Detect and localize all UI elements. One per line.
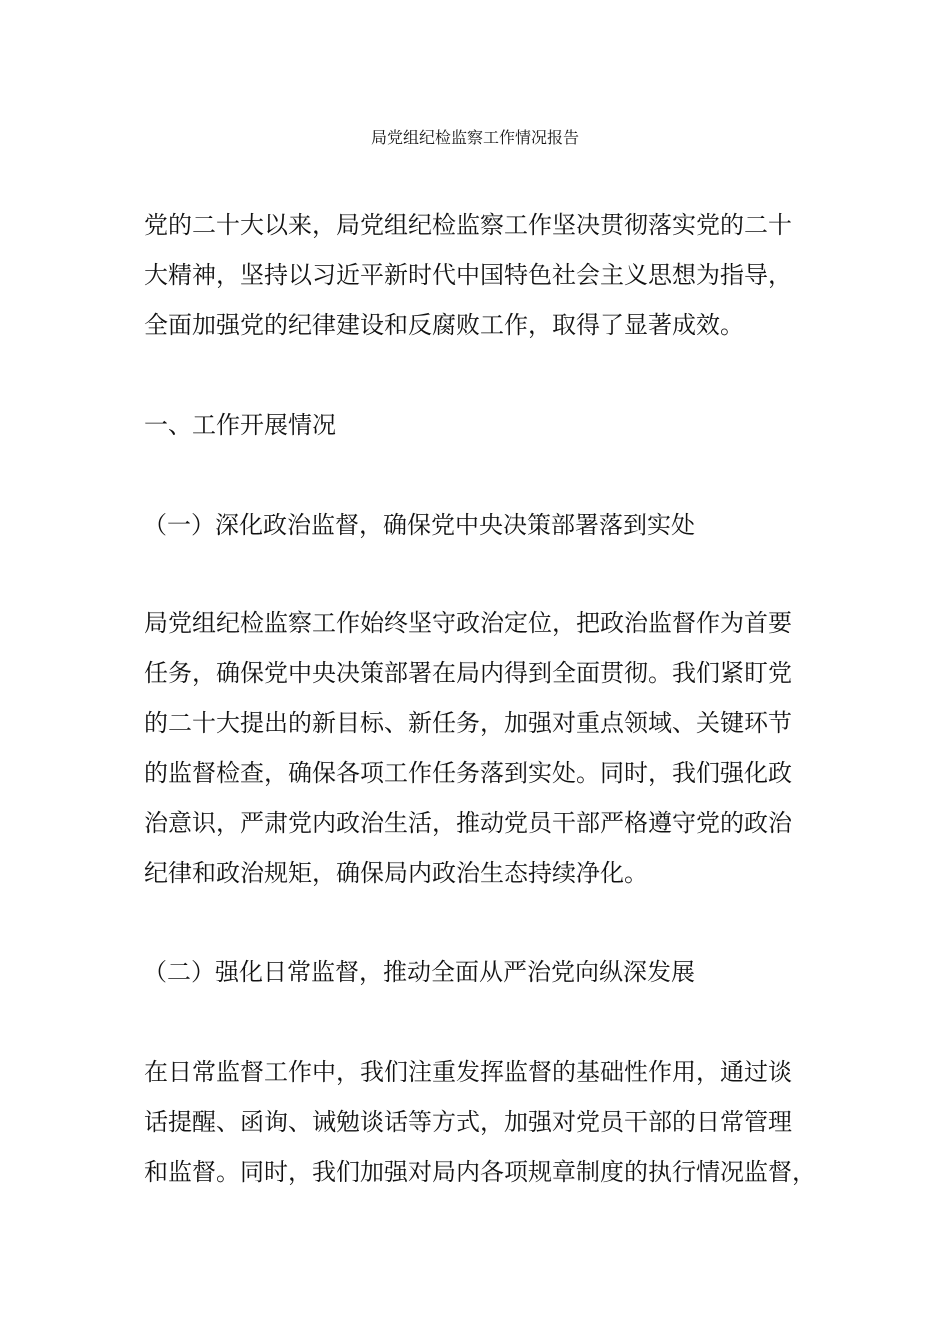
paragraph-line: 大精神，坚持以习近平新时代中国特色社会主义思想为指导， (144, 261, 792, 289)
paragraph-line: 和监督。同时，我们加强对局内各项规章制度的执行情况监督， (144, 1158, 816, 1186)
section-heading: 一、工作开展情况 (144, 411, 336, 439)
paragraph-line: 纪律和政治规矩，确保局内政治生态持续净化。 (144, 859, 648, 887)
paragraph-line: 治意识，严肃党内政治生活，推动党员干部严格遵守党的政治 (144, 809, 792, 837)
paragraph-line: 在日常监督工作中，我们注重发挥监督的基础性作用，通过谈 (144, 1058, 792, 1086)
subsection-heading: （二）强化日常监督，推动全面从严治党向纵深发展 (143, 958, 695, 986)
subsection-paragraph (144, 598, 844, 898)
document-title: 局党组纪检监察工作情况报告 (370, 128, 579, 147)
subsection-paragraph (144, 1047, 844, 1197)
paragraph-line: 任务，确保党中央决策部署在局内得到全面贯彻。我们紧盯党 (144, 659, 792, 687)
paragraph-line: 党的二十大以来，局党组纪检监察工作坚决贯彻落实党的二十 (144, 211, 792, 239)
intro-paragraph (144, 200, 844, 350)
paragraph-line: 话提醒、函询、诫勉谈话等方式，加强对党员干部的日常管理 (144, 1108, 792, 1136)
paragraph-line: 的监督检查，确保各项工作任务落到实处。同时，我们强化政 (144, 759, 792, 787)
paragraph-line: 的二十大提出的新目标、新任务，加强对重点领域、关键环节 (144, 709, 792, 737)
paragraph-line: 全面加强党的纪律建设和反腐败工作，取得了显著成效。 (144, 311, 744, 339)
subsection-heading: （一）深化政治监督，确保党中央决策部署落到实处 (143, 511, 695, 539)
paragraph-line: 局党组纪检监察工作始终坚守政治定位，把政治监督作为首要 (144, 609, 792, 637)
